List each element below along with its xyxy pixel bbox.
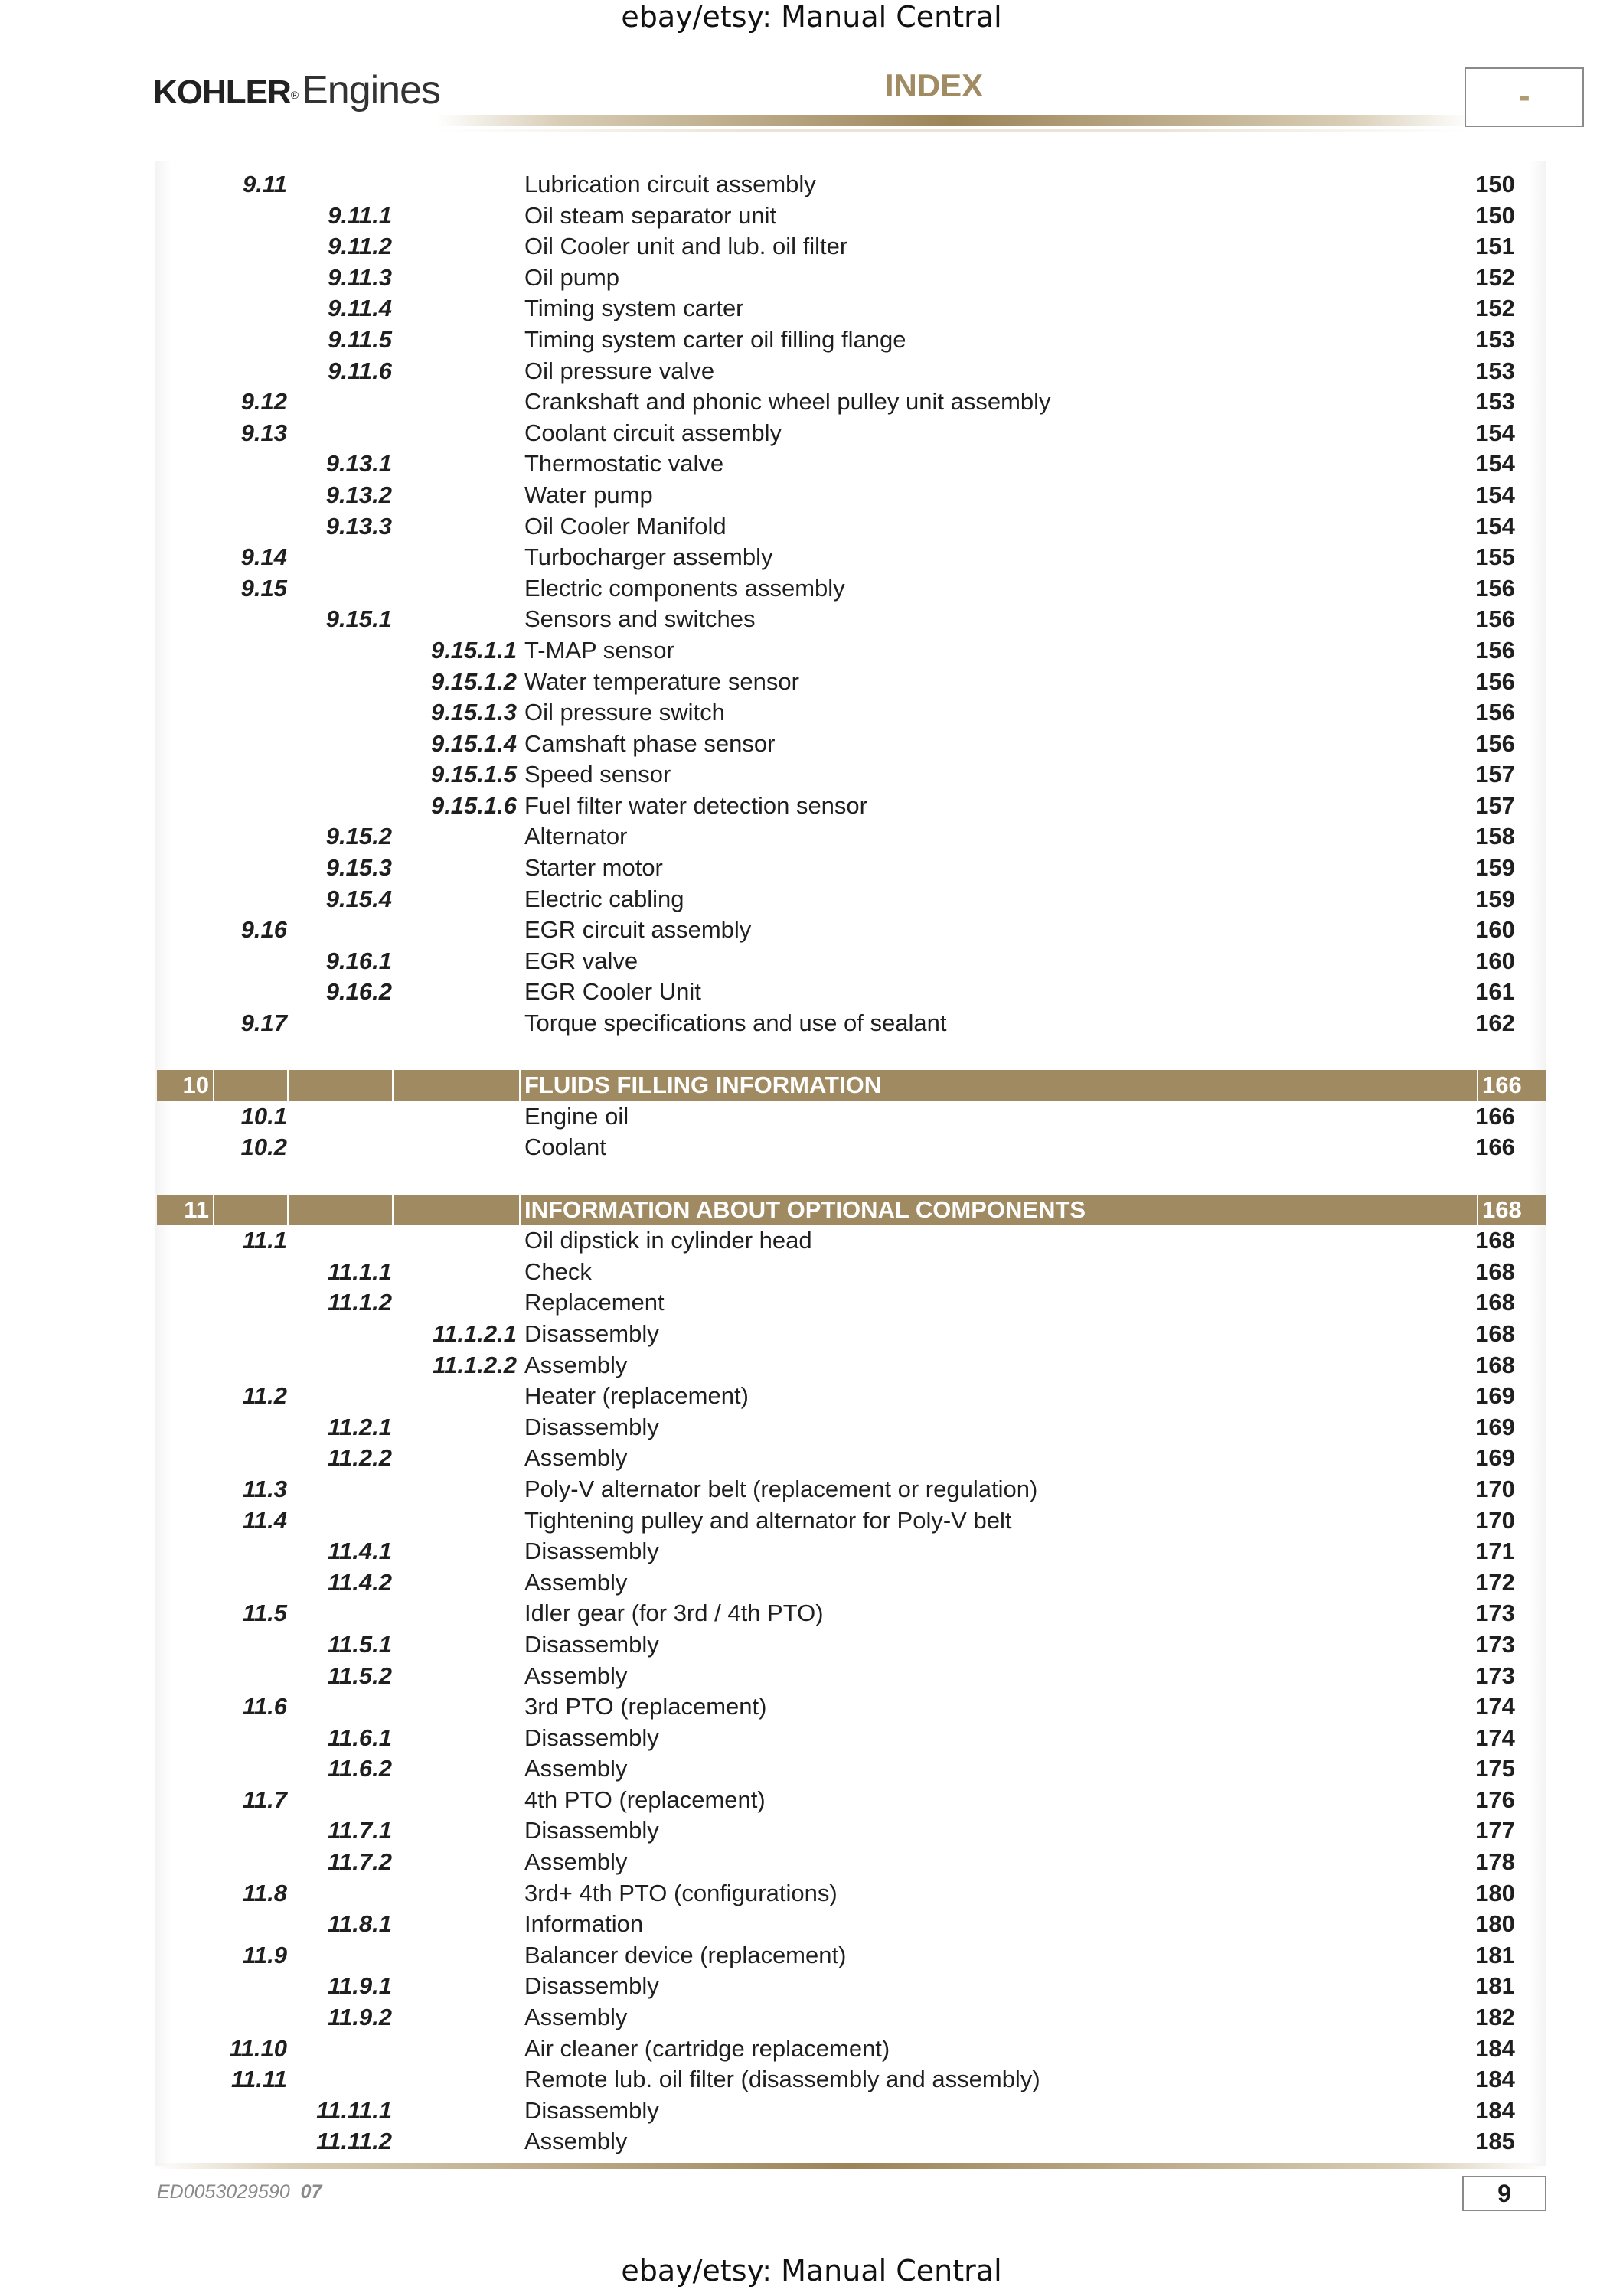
subsection-number: 11.11.1 [316,2096,392,2124]
toc-page-number: 184 [1475,2034,1515,2062]
chapter-cell [214,1070,289,1101]
toc-page-number: 161 [1475,978,1515,1006]
toc-page-number: 151 [1475,233,1515,260]
toc-page-number: 150 [1475,201,1515,229]
toc-entry-title: Assembly [524,2128,628,2155]
toc-row[interactable] [157,1878,1546,1910]
toc-page-number: 173 [1475,1662,1515,1689]
toc-page-number: 177 [1475,1817,1515,1844]
toc-row[interactable] [157,1257,1546,1288]
toc-row[interactable] [157,1909,1546,1940]
toc-row[interactable] [157,635,1546,667]
toc-entry-title: Poly-V alternator belt (replacement or regulation) [524,1475,1038,1502]
toc-row[interactable] [157,791,1546,822]
toc-entry-title: Disassembly [524,1630,659,1658]
toc-page-number: 152 [1475,295,1515,322]
toc-entry-title: Disassembly [524,1972,659,2000]
toc-entry-title: Check [524,1257,592,1285]
toc-page-number: 168 [1475,1351,1515,1378]
logo-brand: KOHLER [153,73,291,111]
toc-row[interactable] [157,821,1546,853]
toc-entry-title: Starter motor [524,854,663,882]
toc-page-number: 174 [1475,1693,1515,1720]
toc-row[interactable] [157,480,1546,511]
chapter-header-11[interactable] [157,1195,1546,1226]
page-title: INDEX [884,67,984,103]
toc-row[interactable] [157,2033,1546,2065]
toc-entry-title: Thermostatic valve [524,450,724,478]
subsection-number: 11.6.2 [328,1755,392,1782]
subsection-number: 9.11.2 [328,233,392,260]
subsubsection-number: 11.1.2.1 [433,1319,517,1347]
section-number: 11.9 [242,1941,287,1968]
toc-page-number: 154 [1475,450,1515,478]
subsection-number: 9.11.6 [328,357,392,384]
toc-page-number: 184 [1475,2066,1515,2093]
toc-page-number: 169 [1475,1444,1515,1472]
toc-spacer [157,1039,1546,1071]
chapter-cell [394,1070,521,1101]
toc-page-number: 184 [1475,2096,1515,2124]
toc-page-number: 159 [1475,854,1515,882]
toc-page-number: 156 [1475,729,1515,757]
toc-row[interactable] [157,1287,1546,1319]
subsection-number: 9.13.1 [325,450,392,478]
subsubsection-number: 9.15.1.6 [430,791,517,819]
toc-entry-title: Disassembly [524,1538,659,1565]
toc-row[interactable] [157,1101,1546,1133]
toc-page-number: 168 [1475,1319,1515,1347]
toc-entry-title: Crankshaft and phonic wheel pulley unit assembly [524,388,1051,416]
toc-entry-title: Torque specifications and use of sealant [524,1009,947,1037]
toc-page-number: 154 [1475,481,1515,508]
toc-entry-title: Balancer device (replacement) [524,1941,847,1968]
toc-row[interactable] [157,511,1546,543]
chapter-number: 10 [157,1070,214,1101]
subsection-number: 9.16.2 [325,978,392,1006]
subsection-number: 9.15.4 [325,885,392,912]
toc-entry-title: Coolant [524,1133,606,1161]
toc-page-number: 178 [1475,1848,1515,1876]
toc-entry-title: Assembly [524,1848,628,1876]
toc-page-number: 160 [1475,947,1515,974]
subsection-number: 11.2.1 [328,1413,392,1440]
subsubsection-number: 9.15.1.4 [430,729,517,757]
subsection-number: 11.2.2 [328,1444,392,1472]
toc-page-number: 153 [1475,325,1515,353]
toc-row[interactable] [157,169,1546,201]
watermark-bottom: ebay/etsy: Manual Central [621,2254,1002,2288]
table-of-contents [157,169,1546,2157]
toc-page-number: 166 [1475,1102,1515,1130]
toc-row[interactable] [157,977,1546,1008]
subsection-number: 9.11.4 [328,295,392,322]
toc-entry-title: Water pump [524,481,653,508]
toc-row[interactable] [157,231,1546,263]
section-number: 9.12 [240,388,287,416]
toc-page-number: 166 [1475,1133,1515,1161]
section-number: 9.15 [240,574,287,602]
subsection-number: 9.11.5 [328,325,392,353]
toc-entry-title: Disassembly [524,1817,659,1844]
toc-entry-title: Information [524,1910,644,1938]
toc-page-number: 162 [1475,1009,1515,1037]
toc-block-chapter-10 [157,1101,1546,1163]
toc-entry-title: Disassembly [524,1413,659,1440]
toc-row[interactable] [157,1132,1546,1163]
chapter-page: 168 [1477,1195,1546,1226]
toc-row[interactable] [157,448,1546,480]
toc-row[interactable] [157,2126,1546,2157]
toc-page-number: 150 [1475,171,1515,197]
toc-row[interactable] [157,1536,1546,1567]
toc-row[interactable] [157,1381,1546,1412]
toc-entry-title: Timing system carter [524,295,744,322]
toc-entry-title: Oil dipstick in cylinder head [524,1227,812,1254]
toc-page-number: 180 [1475,1879,1515,1906]
section-number: 9.16 [240,916,287,944]
toc-row[interactable] [157,1474,1546,1505]
toc-row[interactable] [157,2095,1546,2127]
footer-divider [153,2163,1546,2169]
toc-page-number: 152 [1475,263,1515,291]
document-code-base: ED0053029590_ [157,2181,301,2203]
subsection-number: 11.7.2 [328,1848,392,1876]
toc-entry-title: Disassembly [524,1724,659,1751]
toc-entry-title: Remote lub. oil filter (disassembly and assembly) [524,2066,1040,2093]
subsection-number: 9.15.3 [325,854,392,882]
toc-page-number: 168 [1475,1257,1515,1285]
toc-entry-title: 3rd PTO (replacement) [524,1693,767,1720]
toc-page-number: 157 [1475,761,1515,788]
toc-page-number: 171 [1475,1538,1515,1565]
subsection-number: 11.8.1 [328,1910,392,1938]
toc-row[interactable] [157,853,1546,884]
chapter-cell [214,1195,289,1226]
toc-row[interactable] [157,1412,1546,1443]
subsection-number: 11.5.2 [328,1662,392,1689]
toc-row[interactable] [157,604,1546,635]
subsection-number: 11.4.1 [328,1538,392,1565]
subsubsection-number: 9.15.1.1 [430,636,517,664]
toc-row[interactable] [157,1940,1546,1971]
chapter-page: 166 [1477,1070,1546,1101]
toc-row[interactable] [157,1629,1546,1661]
toc-entry-title: Assembly [524,2004,628,2031]
chapter-cell [289,1070,394,1101]
toc-row[interactable] [157,884,1546,915]
toc-page-number: 180 [1475,1910,1515,1938]
toc-row[interactable] [157,1008,1546,1039]
toc-row[interactable] [157,386,1546,418]
toc-entry-title: Tightening pulley and alternator for Poly-V belt [524,1506,1012,1534]
subsection-number: 11.4.2 [328,1568,392,1596]
toc-row[interactable] [157,759,1546,791]
toc-row[interactable] [157,542,1546,573]
toc-entry-title: Disassembly [524,1319,659,1347]
toc-row[interactable] [157,573,1546,605]
subsection-number: 9.11.3 [328,263,392,291]
section-number: 9.14 [240,543,287,571]
header-section-box: - [1465,67,1584,127]
toc-entry-title: Oil Cooler Manifold [524,512,727,540]
toc-entry-title: Oil pump [524,263,620,291]
section-number: 11.5 [242,1600,287,1627]
toc-row[interactable] [157,1815,1546,1847]
subsection-number: 11.1.2 [328,1289,392,1316]
section-number: 11.6 [242,1693,287,1720]
section-number: 11.4 [242,1506,287,1534]
toc-entry-title: Fuel filter water detection sensor [524,791,867,819]
subsection-number: 11.5.1 [328,1630,392,1658]
subsection-number: 9.11.1 [328,201,392,229]
kohler-logo [153,67,440,115]
toc-page-number: 170 [1475,1506,1515,1534]
watermark-top: ebay/etsy: Manual Central [621,0,1002,34]
toc-page-number: 158 [1475,823,1515,850]
toc-entry-title: Engine oil [524,1102,629,1130]
toc-row[interactable] [157,1785,1546,1816]
toc-entry-title: Oil pressure valve [524,357,715,384]
toc-entry-title: Disassembly [524,2096,659,2124]
chapter-cell [289,1195,394,1226]
toc-page-number: 181 [1475,1972,1515,2000]
toc-row[interactable] [157,293,1546,325]
toc-page-number: 153 [1475,388,1515,416]
toc-row[interactable] [157,2002,1546,2033]
toc-row[interactable] [157,1567,1546,1599]
toc-entry-title: Lubrication circuit assembly [524,171,816,197]
subsection-number: 11.1.1 [328,1257,392,1285]
toc-entry-title: EGR Cooler Unit [524,978,701,1006]
toc-row[interactable] [157,729,1546,760]
toc-entry-title: Speed sensor [524,761,671,788]
toc-row[interactable] [157,418,1546,449]
subsubsection-number: 9.15.1.2 [430,667,517,695]
section-number: 11.7 [242,1786,287,1813]
toc-row[interactable] [157,1753,1546,1785]
toc-page-number: 169 [1475,1382,1515,1410]
toc-entry-title: Coolant circuit assembly [524,419,782,446]
toc-entry-title: Assembly [524,1755,628,1782]
toc-page-number: 170 [1475,1475,1515,1502]
toc-row[interactable] [157,1350,1546,1381]
section-number: 9.13 [240,419,287,446]
toc-row[interactable] [157,1443,1546,1474]
toc-page-number: 153 [1475,357,1515,384]
section-number: 9.17 [240,1009,287,1037]
toc-page-number: 174 [1475,1724,1515,1751]
subsubsection-number: 9.15.1.5 [430,761,517,788]
toc-page-number: 156 [1475,574,1515,602]
chapter-header-10[interactable] [157,1070,1546,1101]
subsection-number: 9.13.3 [325,512,392,540]
chapter-title: FLUIDS FILLING INFORMATION [521,1070,1623,1101]
toc-entry-title: Electric components assembly [524,574,845,602]
toc-page-number: 156 [1475,636,1515,664]
toc-entry-title: Heater (replacement) [524,1382,749,1410]
logo-suffix: Engines [302,68,441,113]
subsection-number: 11.9.2 [328,2004,392,2031]
toc-page-number: 175 [1475,1755,1515,1782]
toc-row[interactable] [157,1505,1546,1537]
subsection-number: 9.15.1 [325,605,392,633]
toc-row[interactable] [157,1971,1546,2002]
toc-entry-title: Replacement [524,1289,665,1316]
section-number: 11.1 [242,1227,287,1254]
section-number: 11.8 [242,1879,287,1906]
toc-page-number: 172 [1475,1568,1515,1596]
toc-page-number: 173 [1475,1630,1515,1658]
toc-block-chapter-11 [157,1225,1546,2157]
toc-page-number: 156 [1475,667,1515,695]
toc-page-number: 185 [1475,2128,1515,2155]
toc-entry-title: Idler gear (for 3rd / 4th PTO) [524,1600,824,1627]
header-divider [436,115,1470,126]
toc-row[interactable] [157,1661,1546,1692]
toc-row[interactable] [157,325,1546,356]
toc-page-number: 176 [1475,1786,1515,1813]
section-number: 11.2 [242,1382,287,1410]
toc-entry-title: Oil Cooler unit and lub. oil filter [524,233,848,260]
toc-page-number: 173 [1475,1600,1515,1627]
toc-row[interactable] [157,1319,1546,1350]
toc-row[interactable] [157,667,1546,698]
subsection-number: 11.11.2 [316,2128,392,2155]
toc-entry-title: Air cleaner (cartridge replacement) [524,2034,890,2062]
subsection-number: 11.9.1 [328,1972,392,2000]
section-number: 11.10 [229,2034,287,2062]
toc-entry-title: EGR valve [524,947,638,974]
section-number: 9.11 [242,171,287,197]
toc-entry-title: Assembly [524,1662,628,1689]
toc-entry-title: Oil pressure switch [524,699,725,726]
toc-entry-title: Camshaft phase sensor [524,729,776,757]
page-number: 9 [1462,2176,1546,2211]
subsection-number: 11.7.1 [328,1817,392,1844]
toc-entry-title: Assembly [524,1351,628,1378]
section-number: 10.1 [240,1102,287,1130]
toc-row[interactable] [157,2064,1546,2095]
toc-row[interactable] [157,1723,1546,1754]
toc-entry-title: Alternator [524,823,628,850]
toc-entry-title: Sensors and switches [524,605,756,633]
toc-entry-title: Assembly [524,1444,628,1472]
toc-entry-title: Timing system carter oil filling flange [524,325,906,353]
toc-row[interactable] [157,1598,1546,1629]
toc-entry-title: 3rd+ 4th PTO (configurations) [524,1879,838,1906]
section-number: 11.3 [242,1475,287,1502]
toc-entry-title: Water temperature sensor [524,667,799,695]
toc-page-number: 169 [1475,1413,1515,1440]
chapter-title: INFORMATION ABOUT OPTIONAL COMPONENTS [521,1195,1623,1226]
toc-row[interactable] [157,263,1546,294]
toc-row[interactable] [157,356,1546,387]
registered-mark-icon: ® [290,88,299,101]
toc-row[interactable] [157,1225,1546,1257]
subsubsection-number: 11.1.2.2 [433,1351,517,1378]
toc-entry-title: 4th PTO (replacement) [524,1786,766,1813]
toc-entry-title: Oil steam separator unit [524,201,777,229]
toc-page-number: 168 [1475,1227,1515,1254]
toc-row[interactable] [157,201,1546,232]
toc-page-number: 156 [1475,699,1515,726]
toc-page-number: 181 [1475,1941,1515,1968]
toc-page-number: 154 [1475,512,1515,540]
toc-page-number: 168 [1475,1289,1515,1316]
toc-entry-title: Assembly [524,1568,628,1596]
subsection-number: 9.13.2 [325,481,392,508]
toc-block-chapter-9 [157,169,1546,1039]
toc-page-number: 157 [1475,791,1515,819]
toc-entry-title: Electric cabling [524,885,684,912]
document-revision: 07 [300,2181,322,2203]
toc-entry-title: T-MAP sensor [524,636,674,664]
toc-row[interactable] [157,1847,1546,1878]
section-number: 10.2 [240,1133,287,1161]
section-number: 11.11 [231,2066,287,2093]
toc-page-number: 155 [1475,543,1515,571]
subsubsection-number: 9.15.1.3 [430,699,517,726]
toc-entry-title: EGR circuit assembly [524,916,752,944]
chapter-number: 11 [157,1195,214,1226]
subsection-number: 9.16.1 [325,947,392,974]
toc-entry-title: Turbocharger assembly [524,543,773,571]
toc-page-number: 154 [1475,419,1515,446]
toc-page-number: 156 [1475,605,1515,633]
subsection-number: 9.15.2 [325,823,392,850]
toc-row[interactable] [157,697,1546,729]
chapter-cell [394,1195,521,1226]
toc-page-number: 159 [1475,885,1515,912]
toc-spacer [157,1163,1546,1195]
toc-row[interactable] [157,946,1546,977]
toc-row[interactable] [157,915,1546,946]
toc-row[interactable] [157,1691,1546,1723]
toc-page-number: 160 [1475,916,1515,944]
toc-page-number: 182 [1475,2004,1515,2031]
subsection-number: 11.6.1 [328,1724,392,1751]
document-code [157,2181,322,2203]
